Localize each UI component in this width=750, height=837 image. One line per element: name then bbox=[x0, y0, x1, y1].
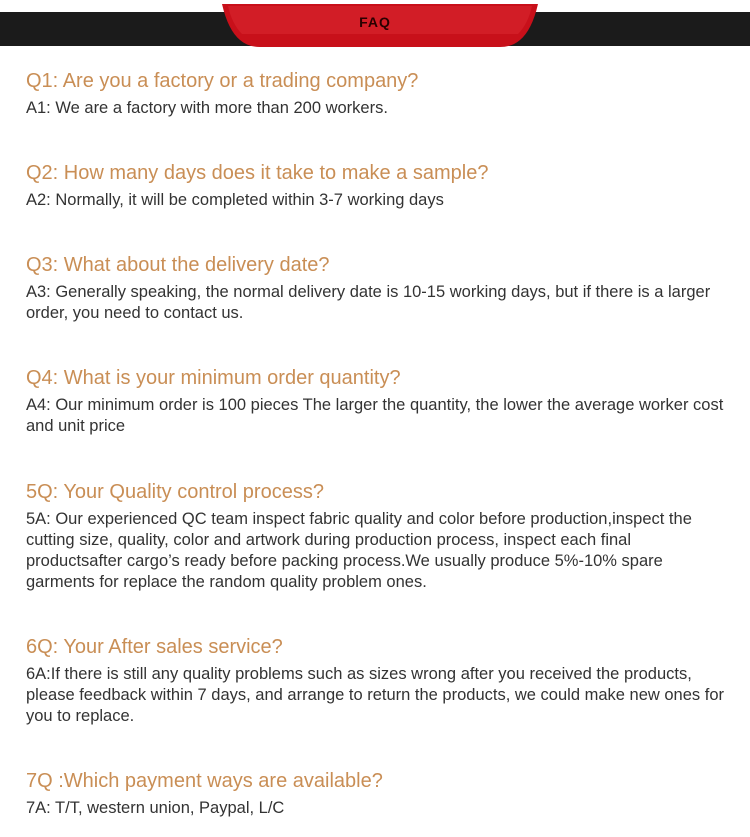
faq-answer: A3: Generally speaking, the normal delivery date is 10-15 working days, but if there is a larger order, you need to contact us. bbox=[26, 283, 711, 322]
page-title: FAQ bbox=[359, 14, 391, 30]
faq-question: Q4: What is your minimum order quantity? bbox=[26, 367, 401, 389]
faq-item bbox=[26, 477, 726, 593]
faq-item bbox=[26, 363, 726, 437]
faq-question: 6Q: Your After sales service? bbox=[26, 636, 283, 658]
faq-item bbox=[26, 632, 726, 727]
faq-question: 5Q: Your Quality control process? bbox=[26, 481, 324, 503]
faq-item bbox=[26, 66, 726, 119]
faq-question: Q2: How many days does it take to make a sample? bbox=[26, 162, 489, 184]
faq-answer: A1: We are a factory with more than 200 workers. bbox=[26, 99, 388, 117]
faq-question: Q1: Are you a factory or a trading company? bbox=[26, 70, 419, 92]
faq-answer: 6A:If there is still any quality problems such as sizes wrong after you received the products, please feedback within 7 days, and arrange to return the products, we could make new ones for you to replace. bbox=[26, 665, 724, 725]
faq-answer: A2: Normally, it will be completed within 3-7 working days bbox=[26, 191, 444, 209]
faq-question: Q3: What about the delivery date? bbox=[26, 254, 330, 276]
faq-item bbox=[26, 250, 726, 324]
faq-answer: A4: Our minimum order is 100 pieces The larger the quantity, the lower the average worker cost and unit price bbox=[26, 396, 724, 435]
faq-answer: 5A: Our experienced QC team inspect fabric quality and color before production,inspect the cutting size, quality, color and artwork during production process, inspect each final productsafter cargo’s ready before packing process.We usually produce 5%-10% spare garments for replace the random quality problem ones. bbox=[26, 510, 692, 591]
faq-item bbox=[26, 158, 726, 211]
faq-item bbox=[26, 766, 726, 819]
faq-answer: 7A: T/T, western union, Paypal, L/C bbox=[26, 799, 285, 817]
faq-question: 7Q :Which payment ways are available? bbox=[26, 770, 383, 792]
